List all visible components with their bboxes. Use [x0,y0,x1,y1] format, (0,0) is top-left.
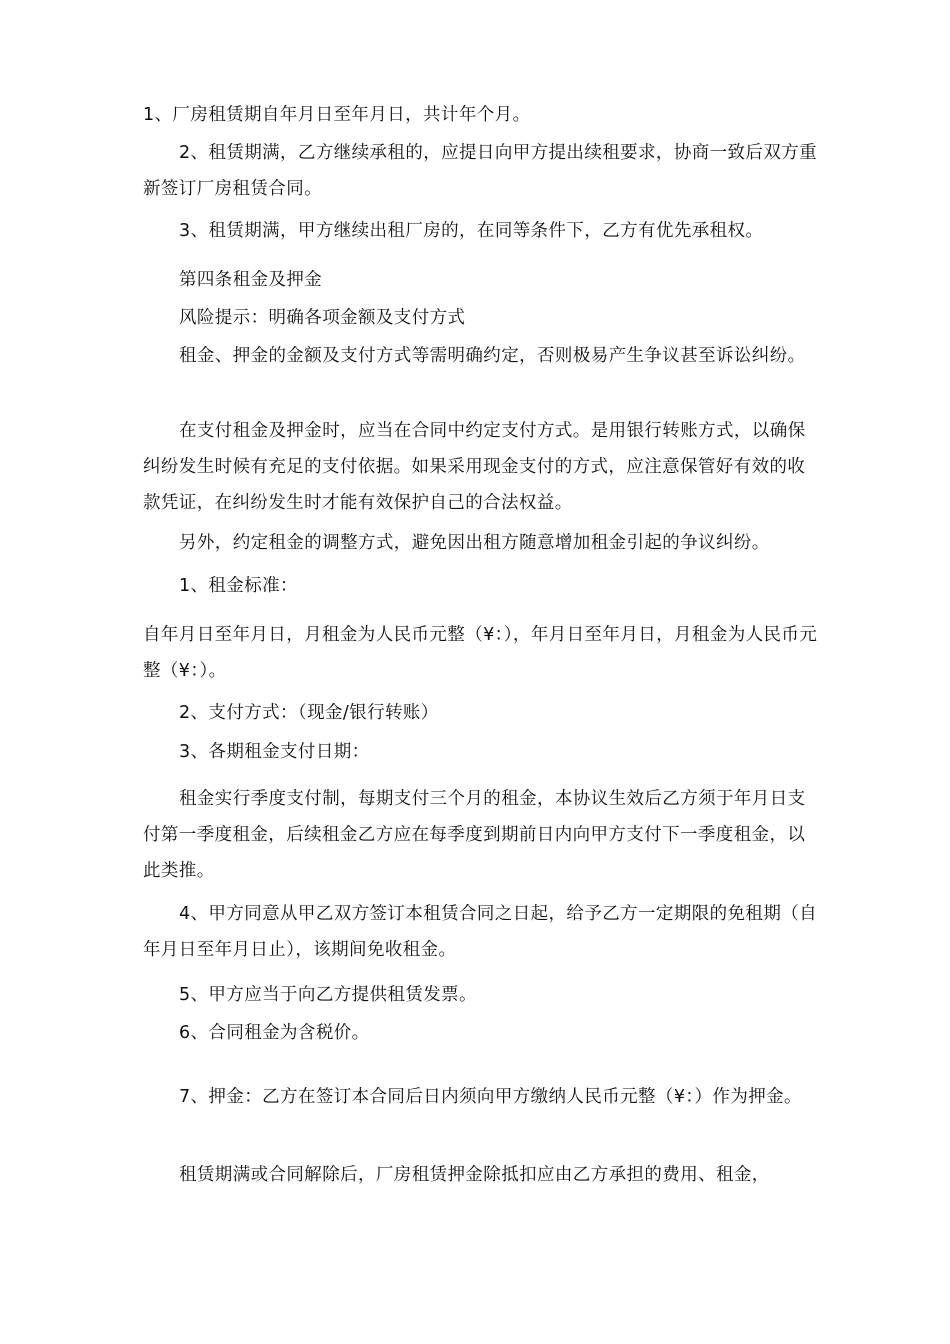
clause-rent-free: 4、甲方同意从甲乙双方签订本租赁合同之日起，给予乙方一定期限的免租期（自年月日至年月日止），该期间免收租金。 [143,904,818,960]
paragraph-deposit-refund: 租赁期满或合同解除后，厂房租赁押金除抵扣应由乙方承担的费用、租金， [179,1165,770,1185]
paragraph-adjustment: 另外，约定租金的调整方式，避免因出租方随意增加租金引起的争议纠纷。 [179,533,770,553]
paragraph-2: 2、租赁期满，乙方继续承租的，应提日向甲方提出续租要求，协商一致后双方重新签订厂房租赁合同。 [143,143,818,199]
clause-tax-included: 6、合同租金为含税价。 [179,1023,370,1043]
paragraph-1: 1、厂房租赁期自年月日至年月日，共计年个月。 [143,105,531,125]
paragraph-rent-deposit: 租金、押金的金额及支付方式等需明确约定，否则极易产生争议甚至诉讼纠纷。 [179,346,806,366]
section-heading: 第四条租金及押金 [179,270,323,290]
paragraph-payment-method: 在支付租金及押金时，应当在合同中约定支付方式。是用银行转账方式，以确保纠纷发生时候有充足的支付依据。如果采用现金支付的方式，应注意保管好有效的收款凭证，在纠纷发生时才能有效保护自己的合法权益。 [143,421,806,513]
clause-payment-method: 2、支付方式：（现金/银行转账） [179,703,439,723]
clause-invoice: 5、甲方应当于向乙方提供租赁发票。 [179,985,477,1005]
clause-rent-standard: 1、租金标准： [179,576,298,596]
risk-tip: 风险提示：明确各项金额及支付方式 [179,308,466,328]
clause-payment-dates: 3、各期租金支付日期： [179,742,370,762]
clause-deposit: 7、押金：乙方在签订本合同后日内须向甲方缴纳人民币元整（¥：）作为押金。 [179,1087,802,1107]
paragraph-3: 3、租赁期满，甲方继续出租厂房的，在同等条件下，乙方有优先承租权。 [179,221,764,241]
paragraph-rent-terms: 自年月日至年月日，月租金为人民币元整（¥：），年月日至年月日，月租金为人民币元整（¥：）。 [143,625,818,681]
paragraph-quarterly-payment: 租金实行季度支付制，每期支付三个月的租金，本协议生效后乙方须于年月日支付第一季度租金，后续租金乙方应在每季度到期前日内向甲方支付下一季度租金，以此类推。 [143,789,806,881]
